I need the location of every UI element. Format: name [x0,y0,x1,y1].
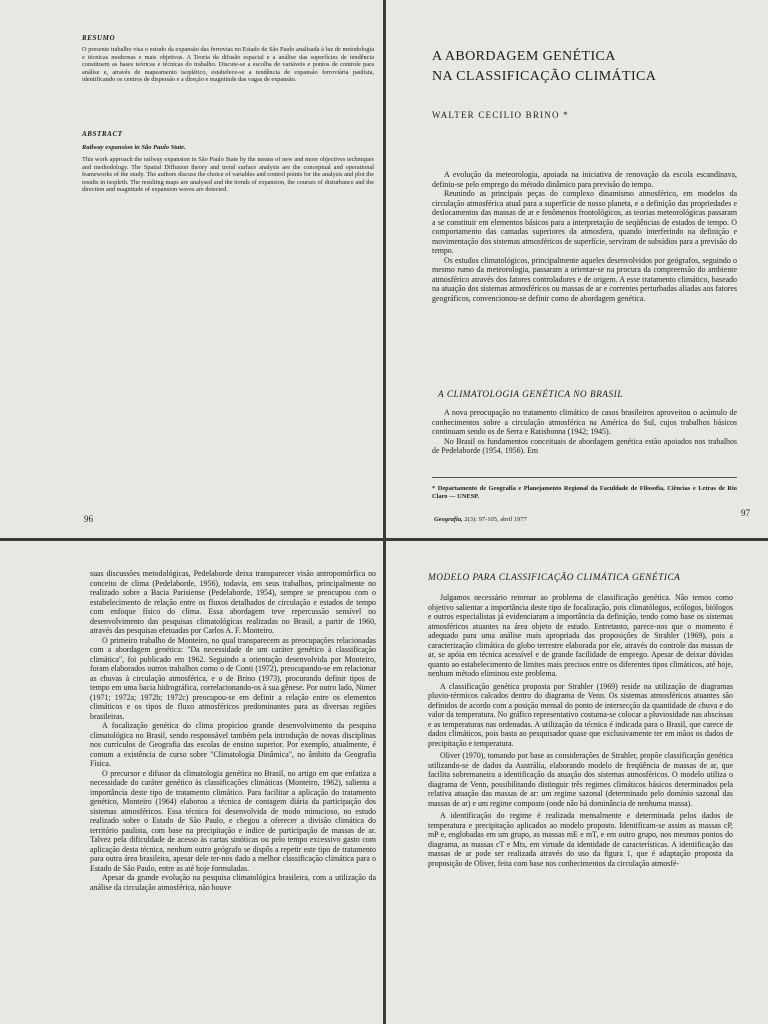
body-paragraph: O primeiro trabalho de Monteiro, no qual transparecem as preocupações relacionadas com a abordagem genética: "Da necessidade de um caráter genético à classificação climática", foi publicado em 1962. Seguindo a orientação desenvolvida por Monteiro, foram elaborados outros trabalhos como o de Conti (1972), preocupando-se em relacionar as chuvas à circulação atmosférica, e o de Brino (1973), procurando definir tipos de tempo em uma bacia hidrográfica, correlacionando-os à sua gênese. Por outro lado, Nimer (1971; 1972a; 1972b; 1972c) preocupou-se em definir a relação entre os elementos climáticos e os tipos de fluxo atmosféricos predominantes para as diversas regiões brasileiras. [90,635,376,721]
author-name: WALTER CECILIO BRINO * [432,110,569,120]
section-heading-modelo: MODELO PARA CLASSIFICAÇÃO CLIMÁTICA GENÉTICA [428,573,681,583]
title-line-2: NA CLASSIFICAÇÃO CLIMÁTICA [432,69,657,84]
page-96 [0,0,383,538]
article-title [432,47,732,87]
body-text [428,593,733,868]
intro-paragraph: A evolução da meteorologia, apoiada na iniciativa de renovação da escola escandinava, definiu-se pelo emprego do método dinâmico para previsão do tempo. [432,170,737,189]
intro-section [432,170,737,303]
brasil-paragraph: A nova preocupação no tratamento climático de casos brasileiros aproveitou o acúmulo de conhecimentos sobre a circulação atmosférica na América do Sul, cujos trabalhos básicos continuam sendo os de Serra e Ratisbonna (1942; 1945). [432,408,737,436]
page-99 [386,541,768,1024]
journal-citation [434,516,527,523]
section-heading-brasil: A CLIMATOLOGIA GENÉTICA NO BRASIL [438,390,623,400]
brasil-section [432,408,737,456]
body-paragraph: Oliver (1970), tomando por base as considerações de Strahler, propõe classificação genética utilizando-se de dados da Austrália, elaborando modelo de freqüência de massas de ar, que facilita sobremaneira a identificação da atuação dos sistemas atmosféricos. O modelo utiliza o diagrama de Venn, possibilitando distinguir três regimes climáticos básicos determinados pela relativa atuação das massas de ar: um regime sazonal (determinado pelo domínio sazonal das massas de ar) e um regime composto (onde não há dominância de nenhuma massa). [428,751,733,808]
body-paragraph: A focalização genética do clima propiciou grande desenvolvimento da pesquisa climatológica no Brasil, sendo responsável também pela introdução de novas disciplinas nos currículos de Geografia das escolas de ensino superior. Por exemplo, atualmente, é comum a existência de curso sobre "Climatologia Dinâmica", no âmbito da Geografia Física. [90,721,376,768]
page-97 [386,0,768,538]
body-paragraph: Apesar da grande evolução na pesquisa climatológica brasileira, com a utilização da análise da circulação atmosférica, não houve [90,873,376,892]
intro-paragraph: Os estudos climatológicos, principalmente aqueles desenvolvidos por geógrafos, seguindo o mesmo rumo da meteorologia, passaram a orientar-se na procura da compreensão do ambiente atmosférico através dos fatores controladores e de origem. A esse tratamento climático, baseado na atuação dos sistemas atmosféricos ou massas de ar e correntes perturbadas aliadas aos fatores geográficos, convencionou-se definir como de abordagem genética. [432,255,737,303]
body-paragraph: suas discussões metodológicas, Pedelaborde deixa transparecer visão antropomórfica no conceito de clima (Pedelaborde, 1956), todavia, em seus trabalhos, principalmente no realizado sobre a Bacia Parisiense (Pedelaborde, 1954), sempre se preocupou com o estabelecimento de relação entre os fluxos detalhados de circulação e estados de tempo com enfoque físico do clima. Essa abordagem teve repercussão sensível no desenvolvimento das pesquisas climatológicas realizadas no Brasil, a partir de 1960, através das pesquisas efetuadas por Carlos A. F. Monteiro. [90,569,376,635]
title-line-1: A ABORDAGEM GENÉTICA [432,49,616,64]
abstract-subtitle: Railway expansion in São Paulo State. [82,144,186,151]
intro-paragraph: Reunindo as principais peças do complexo dinamismo atmosférico, em modelos da circulação atmosférica atual para a superfície de nosso planeta, e a definição das propriedades e deslocamentos das massas de ar e fenômenos frontológicos, as teorias meteorológicas passaram a se constituir em elementos básicos para a interpretação de seqüências de estados de tempo. O comportamento das camadas superiores da atmosfera, quando interferindo na definição e movimentação dos sistemas atmosféricos de superfície, servíram de subsídios para a previsão do tempo. [432,189,737,255]
abstract-heading: ABSTRACT [82,130,123,138]
resumo-heading: RESUMO [82,34,116,42]
journal-reference: 2(3): 97-105, abril 1977 [464,516,527,523]
resumo-paragraph: O presente trabalho visa o estudo da expansão das ferrovias no Estado de São Paulo analisada à luz de metodologia e técnicas modernas e mais objetivas. A Teoria da difusão espacial e a análise das superfícies de tendência constituem as bases teóricas e técnicas do trabalho. Discute-se a escolha de variáveis e pontos de controle para análise e, através de mapeamento isoplético, estabelece-se a tendência de expansão ferroviária paulista, identificando os centros de dispersão e a direção e magnitude das vagas de expansão. [82,46,374,83]
body-paragraph: O precursor e difusor da climatologia genética no Brasil, no artigo em que enfatiza a necessidade do caráter genético às classificações climáticas (Monteiro, 1962), salienta a importância deste tipo de tratamento climático. Para facilitar a aplicação do tratamento genético, Monteiro (1964) elaborou a técnica de contagem diária da participação dos sistemas atmosféricos. Essa técnica foi desenvolvida de modo minucioso, no estudo realizado sobre o Estado de São Paulo, e chegou a oferecer a divisão climática do território paulista, com base na precipitação e índice de participação de massas de ar. Talvez pela dificuldade de acesso às cartas sinóticas ou pelo tempo excessivo gasto com aplicação desta técnica, nenhum outro geógrafo se dispôs a repetir este tipo de tratamento para outra área brasileira, apesar dele ter-nos dado a melhor classificação climática para o Estado de São Paulo, entre as até hoje formuladas. [90,768,376,873]
page-98 [0,541,383,1024]
author-footnote: * Departamento de Geografia e Planejamento Regional da Faculdade de Filosofia, Ciências e Letras de Rio Claro — UNESP. [432,485,737,500]
body-text [90,569,376,892]
brasil-paragraph: No Brasil os fundamentos conceituais de abordagem genética estão apoiados nos trabalhos de Pedelaborde (1954, 1956). Em [432,436,737,455]
body-paragraph: A classificação genética proposta por Strahler (1969) reside na utilização de diagramas pluvio-térmicos calcados dentro do diagrama de Venn. Os sistemas atmosféricos atuantes são definidos de acordo com a posição mensal do ponto de intersecção da quantidade de chuva e do valor da temperatura. No gráfico representativo costuma-se colocar a pluviosidade nas abscissas e as temperaturas nas ordenadas. A utilização da técnica é indicada para o Brasil, que carece de dados climáticos, pois basta ao pesquisador quase que exclusivamente ter em mãos os dados de precipitação e temperatura. [428,681,733,748]
journal-name: Geografia, [434,516,463,523]
abstract-paragraph: This work approach the railway expansion in São Paulo State by the means of new and more objectives techniques and methodology. The Spatial Diffusion theory and trend surface analysis are the conceptual and operational frameworks of the study. The authors discuss the choice of variables and control points for the analysis and plot the results in isopleth. The resulting maps are analysed and the trends of expansion, the courses of disturbance and the direction and magnitude of expansion waves are detected. [82,156,374,193]
footnote-divider [432,477,737,478]
body-paragraph: Julgamos necessário retornar ao problema de classificação genética. Não temos como objetivo salientar a importância deste tipo de focalização, pois climatólogos, ecólogos, biólogos e outros especialistas já evidenciaram a importância da definição, tendo como base os sistemas atmosféricos atuantes na área objeto de estudo. Entretanto, parece-nos que o momento é adequado para uma análise mais apropriada das proposições de Strahler (1969), pois a caracterização climática do globo terrestre elaborada por ele, através do controle das massas de ar, se apóia em técnica acessível e de grande facilidade de emprego. Apesar de deixar dúvidas quanto ao estabelecimento de limites mais precisos entre os diferentes tipos climáticos, até hoje, nenhum método eliminou este problema. [428,593,733,678]
page-number: 97 [741,508,750,518]
body-paragraph: A identificação do regime é realizada mensalmente e determinada pelos dados de temperatura e precipitação aplicados ao modelo proposto. Identificam-se assim as massas cP, mP e, englobadas em um grupo, as massas mE e mT, e em outro grupo, nos mesmos pontos do diagrama, as massas cT e Mts, em virtude da identidade de características. A identificação das massas de ar pode ser realizada através do uso da figura 1, que é adaptação proposta da proposição de Oliver, feita com base nos conhecimentos da circulação atmosfé- [428,811,733,868]
page-number: 96 [84,514,93,524]
